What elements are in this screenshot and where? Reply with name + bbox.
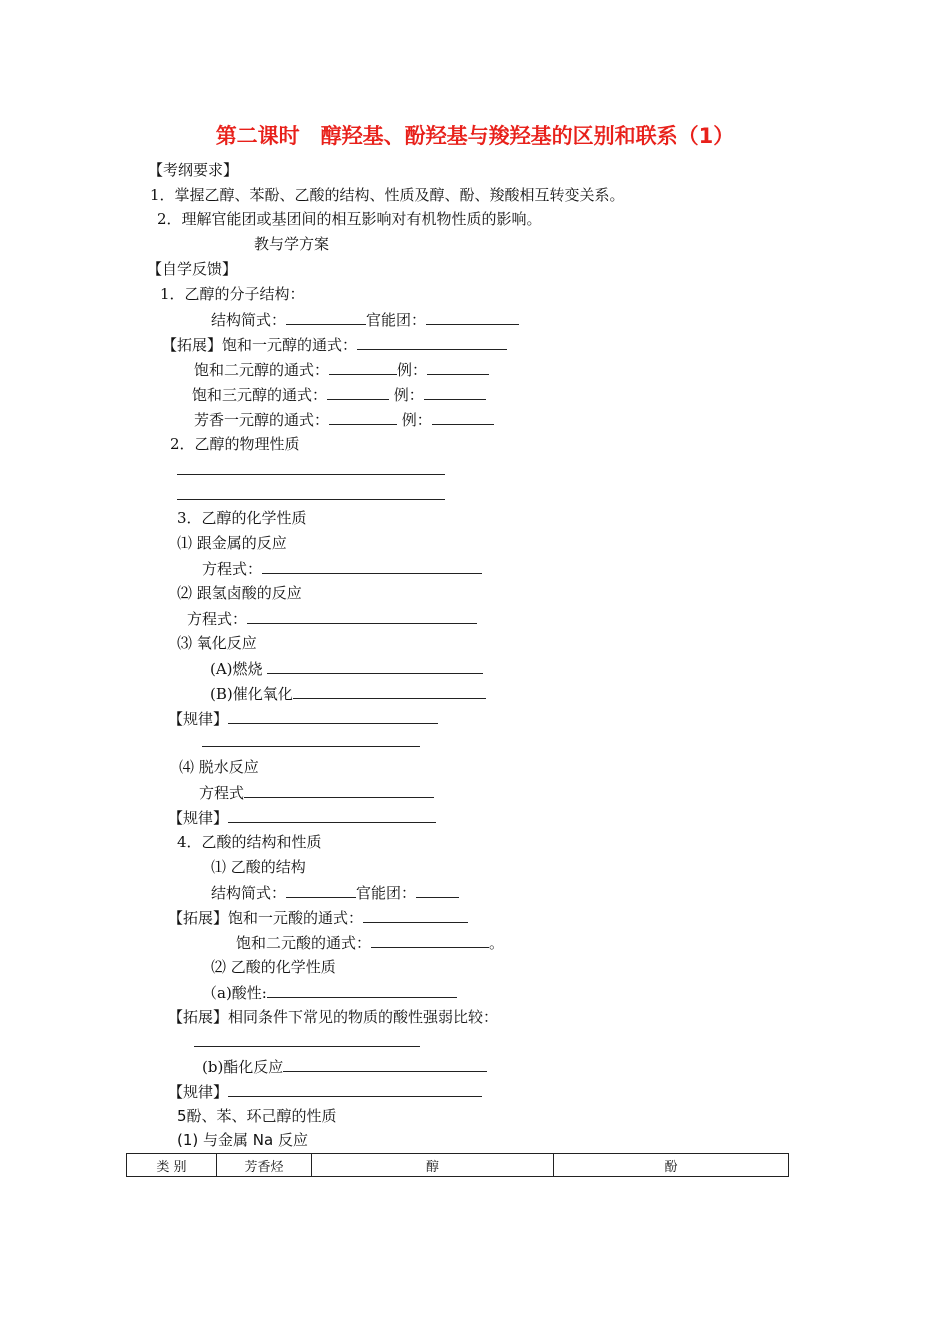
- item-hydrohalic-acid: ⑵ 跟氢卤酸的反应: [177, 584, 302, 602]
- acidity-line: [202, 982, 457, 1003]
- structural-formula-blank[interactable]: [286, 309, 366, 325]
- rule-label: 【规律】: [168, 809, 229, 827]
- table-header-cell: 醇: [312, 1154, 554, 1177]
- aromatic-example-blank[interactable]: [432, 409, 494, 425]
- functional-group-blank[interactable]: [426, 309, 519, 325]
- aromatic-label: 芳香一元醇的通式：: [194, 411, 330, 429]
- item-dehydration: ⑷ 脱水反应: [179, 758, 259, 776]
- question-1: 1．乙醇的分子结构：: [160, 285, 305, 303]
- extension-monocarboxylic: [168, 907, 468, 928]
- combustion-label: (A)燃烧: [210, 660, 263, 678]
- structural-formula-label: 结构简式：: [211, 884, 287, 902]
- question-4: 4．乙酸的结构和性质: [177, 833, 322, 851]
- table-header-cell: 芳香烃: [217, 1154, 312, 1177]
- dicarboxylic-line: [236, 932, 504, 953]
- trihydric-formula-blank[interactable]: [327, 384, 389, 400]
- question-5: 5酚、苯、环己醇的性质: [177, 1107, 337, 1125]
- trihydric-example-blank[interactable]: [424, 384, 486, 400]
- rule-blank[interactable]: [228, 807, 436, 823]
- section-exam-requirements: 【考纲要求】: [148, 161, 239, 179]
- dicarboxylic-label: 饱和二元酸的通式：: [236, 934, 372, 952]
- period: 。: [489, 934, 505, 952]
- rule-blank[interactable]: [228, 1081, 482, 1097]
- table-header-cell: 类 别: [127, 1154, 217, 1177]
- combustion-line: [210, 658, 483, 679]
- rule-label: 【规律】: [168, 710, 229, 728]
- ethanol-structure-line: [211, 309, 519, 330]
- rule-line: [168, 708, 438, 729]
- combustion-blank[interactable]: [267, 658, 483, 674]
- table-header-row: [127, 1154, 789, 1177]
- answer-line[interactable]: [194, 1046, 420, 1047]
- item-acetic-chemistry: ⑵ 乙酸的化学性质: [211, 958, 336, 976]
- requirement-1: 1．掌握乙醇、苯酚、乙酸的结构、性质及醇、酚、羧酸相互转变关系。: [150, 186, 625, 204]
- aromatic-alcohol-line: [194, 409, 494, 430]
- item-oxidation: ⑶ 氧化反应: [177, 634, 257, 652]
- functional-group-label: 官能团：: [356, 884, 417, 902]
- dihydric-formula-blank[interactable]: [329, 359, 397, 375]
- rule-line: [168, 1081, 482, 1102]
- acidity-label: （a)酸性:: [202, 984, 267, 1002]
- teaching-plan-heading: 教与学方案: [254, 235, 330, 253]
- dihydric-example-blank[interactable]: [427, 359, 489, 375]
- equation-line: [199, 782, 434, 803]
- answer-line[interactable]: [202, 746, 420, 747]
- requirement-2: 2．理解官能团或基团间的相互影响对有机物性质的影响。: [157, 210, 542, 228]
- equation-line: [187, 608, 477, 629]
- extension-label: 【拓展】饱和一元酸的通式：: [168, 909, 364, 927]
- structural-formula-label: 结构简式：: [211, 311, 287, 329]
- monohydric-formula-blank[interactable]: [357, 334, 507, 350]
- esterification-blank[interactable]: [283, 1056, 487, 1072]
- example-label: 例：: [393, 386, 424, 404]
- catalytic-oxidation-label: (B)催化氧化: [210, 685, 293, 703]
- functional-group-blank[interactable]: [416, 882, 459, 898]
- page-title: 第二课时 醇羟基、酚羟基与羧羟基的区别和联系（1）: [215, 124, 735, 148]
- catalytic-oxidation-blank[interactable]: [293, 683, 486, 699]
- question-2: 2．乙醇的物理性质: [170, 435, 300, 453]
- comparison-table: [126, 1153, 789, 1177]
- esterification-label: (b)酯化反应: [202, 1058, 284, 1076]
- extension-acidity-comparison: 【拓展】相同条件下常见的物质的酸性强弱比较：: [168, 1008, 499, 1026]
- equation-label: 方程式: [199, 784, 245, 802]
- equation-blank[interactable]: [244, 782, 434, 798]
- dihydric-label: 饱和二元醇的通式：: [194, 361, 330, 379]
- item-acetic-structure: ⑴ 乙酸的结构: [211, 858, 306, 876]
- section-self-study: 【自学反馈】: [147, 260, 238, 278]
- monocarboxylic-formula-blank[interactable]: [363, 907, 468, 923]
- example-label: 例：: [397, 361, 428, 379]
- table-header-cell: 酚: [554, 1154, 789, 1177]
- equation-blank[interactable]: [247, 608, 477, 624]
- rule-line: [168, 807, 436, 828]
- dihydric-alcohol-line: [194, 359, 489, 380]
- dicarboxylic-formula-blank[interactable]: [371, 932, 489, 948]
- acetic-structure-line: [211, 882, 459, 903]
- extension-monohydric-alcohol: [162, 334, 507, 355]
- question-3: 3．乙醇的化学性质: [177, 509, 307, 527]
- example-label: 例：: [401, 411, 432, 429]
- answer-line[interactable]: [177, 499, 445, 500]
- answer-line[interactable]: [177, 474, 445, 475]
- catalytic-oxidation-line: [210, 683, 486, 704]
- structural-formula-blank[interactable]: [286, 882, 356, 898]
- rule-label: 【规律】: [168, 1083, 229, 1101]
- esterification-line: [202, 1056, 487, 1077]
- equation-label: 方程式：: [202, 560, 263, 578]
- extension-label: 【拓展】饱和一元醇的通式：: [162, 336, 358, 354]
- trihydric-alcohol-line: [192, 384, 486, 405]
- rule-blank[interactable]: [228, 708, 438, 724]
- equation-blank[interactable]: [262, 558, 482, 574]
- equation-label: 方程式：: [187, 610, 248, 628]
- acidity-blank[interactable]: [267, 982, 457, 998]
- equation-line: [202, 558, 482, 579]
- item-metal-reaction: ⑴ 跟金属的反应: [177, 534, 287, 552]
- trihydric-label: 饱和三元醇的通式：: [192, 386, 328, 404]
- aromatic-formula-blank[interactable]: [329, 409, 397, 425]
- functional-group-label: 官能团：: [366, 311, 427, 329]
- item-sodium-reaction: (1) 与金属 Na 反应: [177, 1131, 308, 1149]
